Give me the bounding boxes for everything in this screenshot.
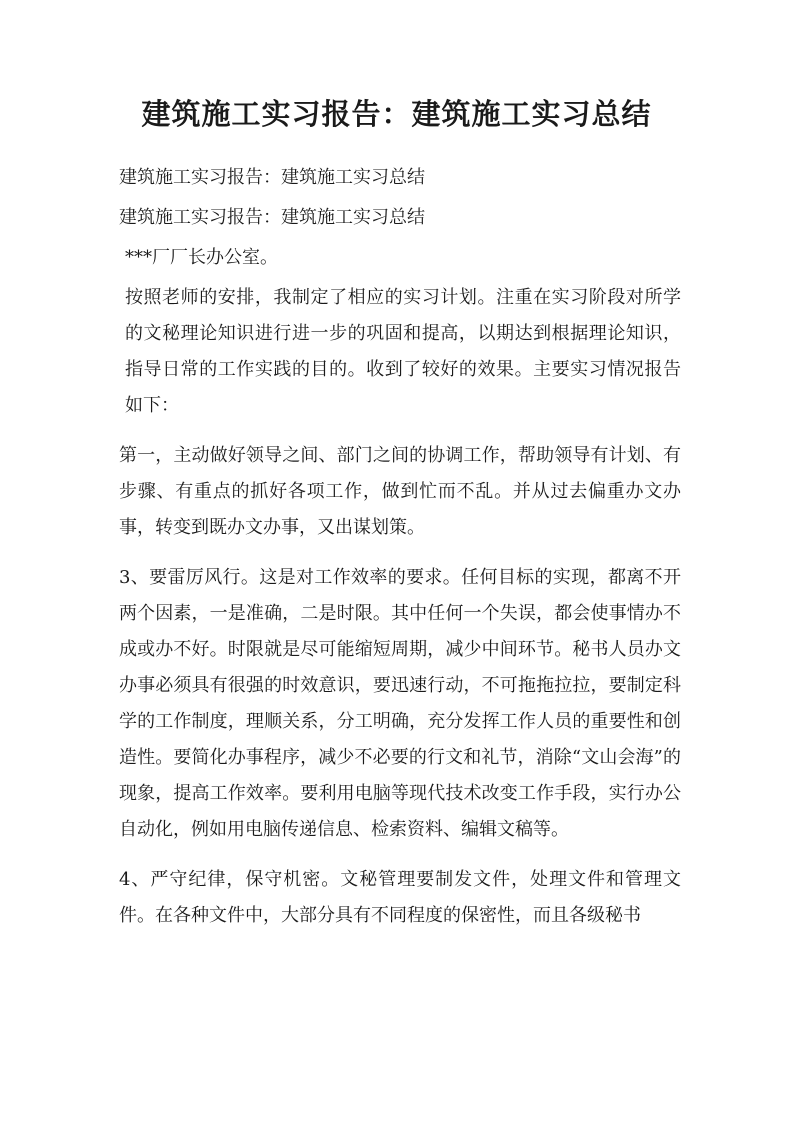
paragraph-point-3: 3、要雷厉风行。这是对工作效率的要求。任何目标的实现，都离不开两个因素，一是准确，二是时限。其中任何一个失误，都会使事情办不成或办不好。时限就是尽可能缩短周期，减少中间环节。秘书人员办文办事必须具有很强的时效意识，要迅速行动，不可拖拖拉拉，要制定科学的工作制度，理顺关系，分工明确，充分发挥工作人员的重要性和创造性。要简化办事程序，减少不必要的行文和礼节，消除“文山会海”的现象，提高工作效率。要利用电脑等现代技术改变工作手段，实行办公自动化，例如用电脑传递信息、检索资料、编辑文稿等。 — [119, 567, 681, 840]
paragraph-subtitle-1: 建筑施工实习报告：建筑施工实习总结 — [119, 167, 425, 188]
document-body — [119, 160, 681, 948]
document-title: 建筑施工实习报告：建筑施工实习总结 — [141, 97, 652, 131]
paragraph-point-4: 4、严守纪律，保守机密。文秘管理要制发文件，处理文件和管理文件。在各种文件中，大部分具有不同程度的保密性，而且各级秘书 — [119, 869, 681, 926]
paragraph-office: ***厂厂长办公室。 — [125, 247, 278, 268]
paragraph-first: 第一，主动做好领导之间、部门之间的协调工作，帮助领导有计划、有步骤、有重点的抓好各项工作，做到忙而不乱。并从过去偏重办文办事，转变到既办文办事，又出谋划策。 — [119, 445, 681, 538]
paragraph-subtitle-2: 建筑施工实习报告：建筑施工实习总结 — [119, 207, 425, 228]
paragraph-intro: 按照老师的安排，我制定了相应的实习计划。注重在实习阶段对所学的文秘理论知识进行进一步的巩固和提高，以期达到根据理论知识，指导日常的工作实践的目的。收到了较好的效果。主要实习情况报告如下： — [125, 287, 681, 416]
